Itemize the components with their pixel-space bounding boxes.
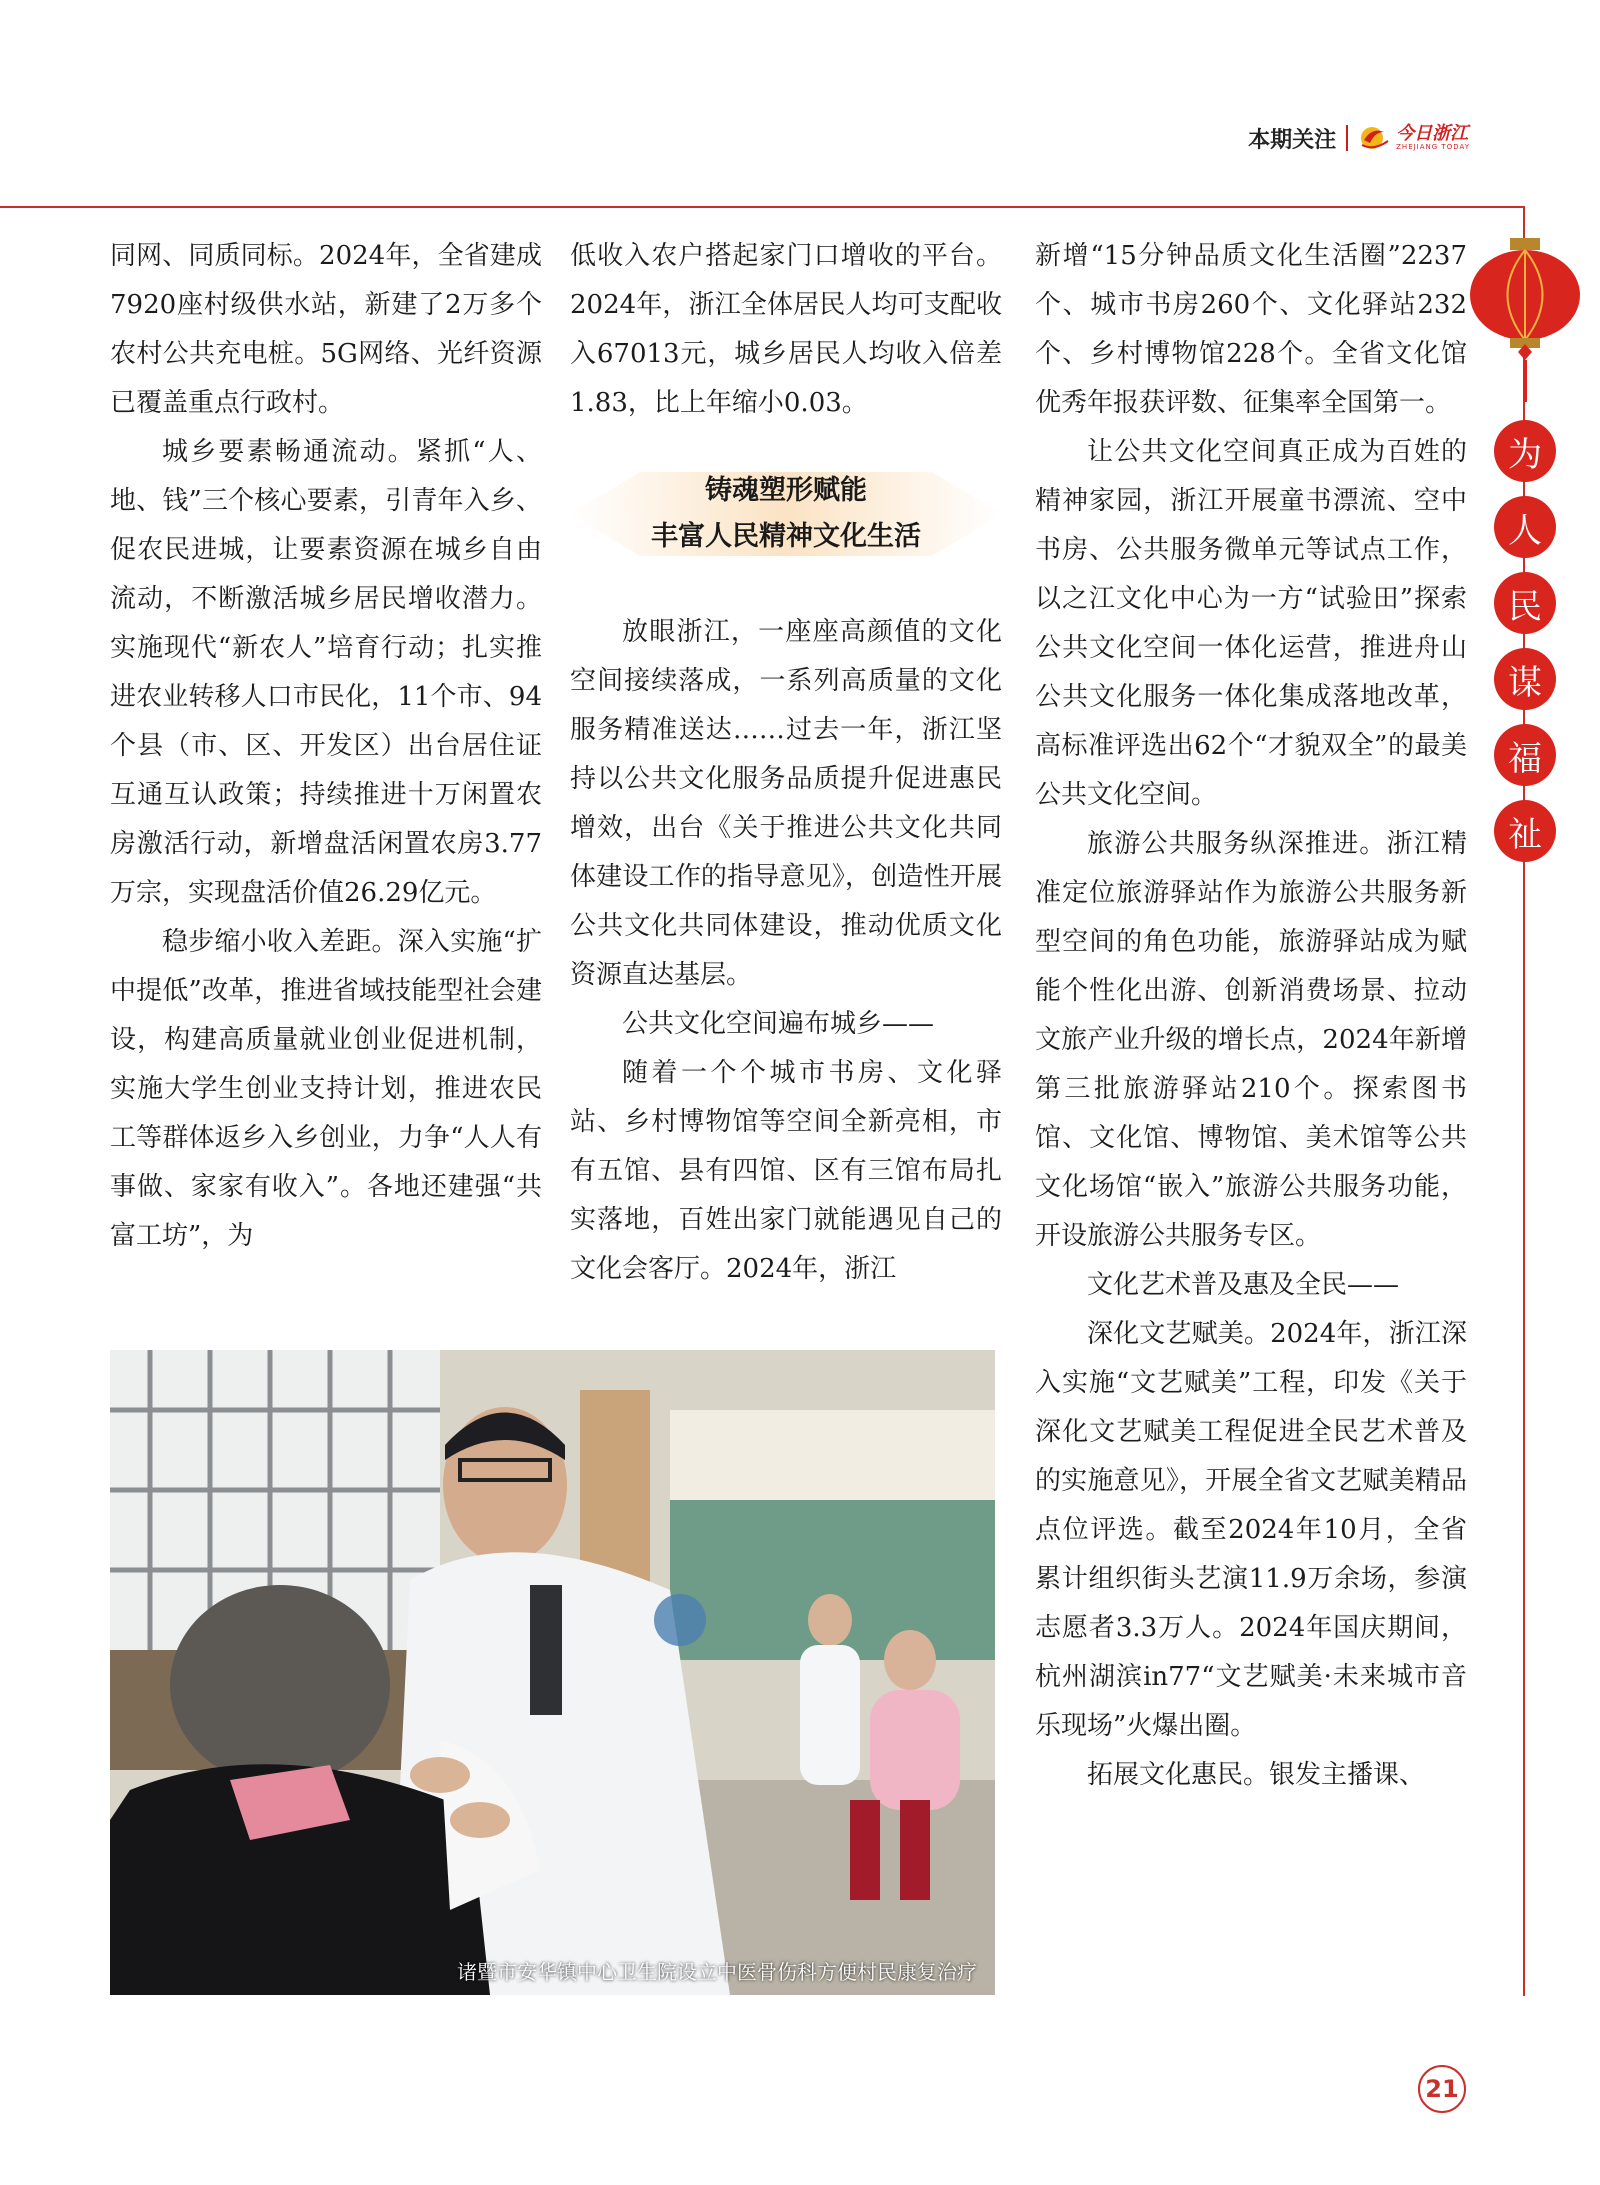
subheading: 文化艺术普及惠及全民—— <box>1087 1270 1400 1300</box>
paragraph: 让公共文化空间真正成为百姓的精神家园，浙江开展童书漂流、空中书房、公共服务微单元等试点工作，以之江文化中心为一方“试验田”探索公共文化空间一体化运营，推进舟山公共文化服务一体化集成落地改革，高标准评选出62个“才貌双全”的最美公共文化空间。 <box>1035 437 1467 810</box>
paragraph: 放眼浙江，一座座高颜值的文化空间接续落成，一系列高质量的文化服务精准送达……过去一年，浙江坚持以公共文化服务品质提升促进惠民增效，出台《关于推进公共文化共同体建设工作的指导意见》，创造性开展公共文化共同体建设，推动优质文化资源直达基层。 <box>570 617 1002 990</box>
slogan-char: 福 <box>1494 724 1556 786</box>
header-divider <box>1346 125 1348 151</box>
slogan-char: 祉 <box>1494 800 1556 862</box>
photo-illustration <box>110 1350 995 1995</box>
text-column-2 <box>570 232 1002 1294</box>
paragraph: 同网、同质同标。2024年，全省建成7920座村级供水站，新建了2万多个农村公共充电桩。5G网络、光纤资源已覆盖重点行政村。 <box>110 241 542 418</box>
subheading: 公共文化空间遍布城乡—— <box>622 1009 935 1039</box>
magazine-logo <box>1358 123 1470 153</box>
slogan-char: 民 <box>1494 572 1556 634</box>
paragraph: 城乡要素畅通流动。紧抓“人、地、钱”三个核心要素，引青年入乡、促农民进城，让要素资源在城乡自由流动，不断激活城乡居民增收潜力。实施现代“新农人”培育行动；扎实推进农业转移人口市民化，11个市、94个县（市、区、开发区）出台居住证互通互认政策；持续推进十万闲置农房激活行动，新增盘活闲置农房3.77万宗，实现盘活价值26.29亿元。 <box>110 437 542 908</box>
paragraph: 稳步缩小收入差距。深入实施“扩中提低”改革，推进省域技能型社会建设，构建高质量就业创业促进机制，实施大学生创业支持计划，推进农民工等群体返乡入乡创业，力争“人人有事做、家家有收入”。各地还建强“共富工坊”，为 <box>110 927 542 1251</box>
vertical-slogan <box>1494 420 1556 862</box>
top-rule <box>0 206 1525 208</box>
paragraph: 拓展文化惠民。银发主播课、 <box>1087 1760 1426 1790</box>
slogan-char: 谋 <box>1494 648 1556 710</box>
paragraph: 随着一个个城市书房、文化驿站、乡村博物馆等空间全新亮相，市有五馆、县有四馆、区有三馆布局扎实落地，百姓出家门就能遇见自己的文化会客厅。2024年，浙江 <box>570 1058 1002 1284</box>
section-label: 本期关注 <box>1248 127 1337 153</box>
page-header <box>1248 120 1470 156</box>
sun-logo-icon <box>1358 123 1392 153</box>
banner-line-2: 丰富人民精神文化生活 <box>651 521 921 552</box>
paragraph: 低收入农户搭起家门口增收的平台。2024年，浙江全体居民人均可支配收入67013元，城乡居民人均收入倍差1.83，比上年缩小0.03。 <box>570 241 1002 418</box>
text-column-1 <box>110 232 542 1261</box>
banner-line-1: 铸魂塑形赋能 <box>705 475 867 506</box>
paragraph: 旅游公共服务纵深推进。浙江精准定位旅游驿站作为旅游公共服务新型空间的角色功能，旅游驿站成为赋能个性化出游、创新消费场景、拉动文旅产业升级的增长点，2024年新增第三批旅游驿站210个。探索图书馆、文化馆、博物馆、美术馆等公共文化场馆“嵌入”旅游公共服务功能，开设旅游公共服务专区。 <box>1035 829 1467 1251</box>
lantern-icon <box>1460 230 1590 405</box>
text-column-3 <box>1035 232 1467 1800</box>
logo-subtext: ZHEJIANG TODAY <box>1396 143 1470 151</box>
paragraph: 深化文艺赋美。2024年，浙江深入实施“文艺赋美”工程，印发《关于深化文艺赋美工程促进全民艺术普及的实施意见》，开展全省文艺赋美精品点位评选。截至2024年10月，全省累计组织街头艺演11.9万余场，参演志愿者3.3万人。2024年国庆期间，杭州湖滨in77“文艺赋美·未来城市音乐现场”火爆出圈。 <box>1035 1319 1467 1741</box>
page-number: 21 <box>1418 2065 1466 2113</box>
paragraph: 新增“15分钟品质文化生活圈”2237个、城市书房260个、文化驿站232个、乡村博物馆228个。全省文化馆优秀年报获评数、征集率全国第一。 <box>1035 241 1467 418</box>
section-heading-banner <box>570 464 1002 564</box>
clinic-photo <box>110 1350 995 1995</box>
logo-text: 今日浙江 <box>1396 123 1469 144</box>
photo-caption: 诸暨市安华镇中心卫生院设立中医骨伤科方便村民康复治疗 <box>457 1960 977 1984</box>
slogan-char: 为 <box>1494 420 1556 482</box>
slogan-char: 人 <box>1494 496 1556 558</box>
